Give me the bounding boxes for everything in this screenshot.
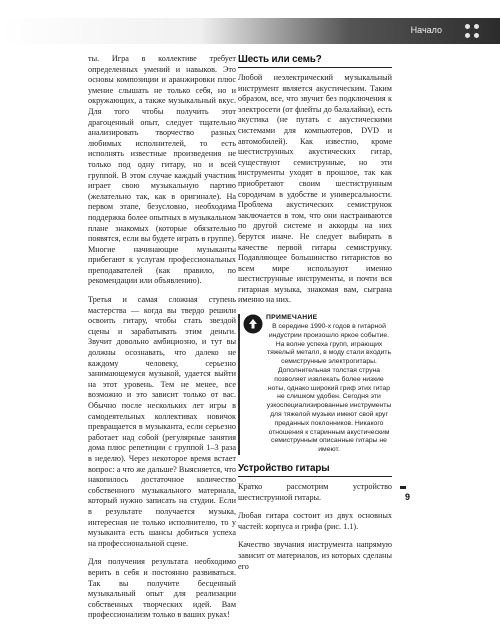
right-column bbox=[238, 54, 392, 580]
left-paragraph-2: Третья и самая сложная ступень мастерства — когда вы твердо решили освоить гитару, чтобы стать звездой сцены и зарабатывать этим деньги. Звучит довольно амбициозно, и тут вы должны осознавать, что далеко не каждому человеку, серьезно занимающемуся музыкой, удается выйти на этот уровень. Тем не менее, все возможно и это зависит только от вас. Обычно после нескольких лет игры в самодеятельных коллективах новичок превращается в музыканта, если серьезно работает над собой (регулярные занятия дома плюс репетиции с группой 1–3 раза в неделю). Через некоторое время встает вопрос: а что же дальше? Выясняется, что накопилось достаточное количество собственного музыкального материала, который нужно записать на студии. Если в результате получается музыка, интересная не только исполнителю, то у музыканта есть шансы добиться успеха на профессиональной сцене. bbox=[88, 295, 236, 548]
left-column bbox=[88, 54, 236, 629]
note-title: ПРИМЕЧАНИЕ bbox=[266, 314, 318, 322]
right-paragraph-3: Любая гитара состоит из двух основных частей: корпуса и грифа (рис. 1.1). bbox=[238, 511, 392, 531]
section-label: Начало bbox=[410, 25, 442, 35]
note-text: В середине 1990-х годов в гитарной индустрии произошло яркое событие. На волне успеха групп, играющих тяжелый металл, в моду стали входить семиструнные электрогитары. Дополнительная толстая струна позволяет извлекать более низкие ноты, однако широкий гриф этих гитар не слишком удобен. Сегодня эти узкоспециализированные инструменты для тяжелой музыки имеют свой круг преданных поклонников. Никакого отношения к старинным акустическим семиструнным описанные гитары не имеют. bbox=[266, 323, 392, 454]
grid-dots-icon bbox=[462, 21, 484, 43]
right-paragraph-1: Любой неэлектрический музыкальный инструмент является акустическим. Таким образом, все, что звучит без подключения к электросети (от флейты до балалайки), есть акустика (не путать с акустическими системами для компьютеров, DVD и автомобилей). Как известно, кроме шестиструнных акустических гитар, существуют семиструнные, но эти инструменты уходят в прошлое, так как приобретают своим шестиструнным сородичам в удобстве и универсальности. Проблема акустических семиструнок заключается в том, что они настраиваются по другой системе и аккорды на них берутся иначе. Не следует выбирать в качестве первой гитары семиструнку. Подавляющее большинство гитаристов во всем мире используют именно шестиструнные инструменты, и почти вся гитарная музыка, знакомая вам, сыграна именно на них. bbox=[238, 73, 392, 305]
page-number-mark bbox=[400, 486, 406, 489]
right-paragraph-2: Кратко рассмотрим устройство шестиструнной гитары. bbox=[238, 482, 392, 502]
note-box bbox=[238, 314, 392, 455]
right-paragraph-4: Качество звучания инструмента напрямую зависит от материалов, из которых сделаны его bbox=[238, 540, 392, 571]
page-number: 9 bbox=[404, 492, 410, 502]
note-arrow-icon bbox=[243, 314, 263, 334]
section-header-bar bbox=[0, 18, 500, 44]
left-paragraph-3: Для получения результата необходимо верить в себя и постоянно развиваться. Так вы получите бесценный музыкальный опыт для реализации собственных творческих идей. Вам профессионализм только в ваших руках! bbox=[88, 557, 236, 620]
heading-guitar-structure: Устройство гитары bbox=[238, 463, 392, 477]
left-paragraph-1: ты. Игра в коллективе требует определенных умений и навыков. Это основы композиции и аранжировки плюс умение слышать не только себя, но и окружающих, а также музыкальный вкус. Для того чтобы получить этот драгоценный опыт, следует тщательно анализировать творчество разных любимых исполнителей, то есть исполнять известные произведения не только под одну гитару, но и всей группой. В этом случае каждый участник играет свою музыкальную партию (желательно так, как в оригинале). На первом этапе, безусловно, необходима поддержка более опытных в музыкальном плане знакомых (которые обязательно появятся, если вы будете играть в группе). Многие начинающие музыканты прибегают к услугам профессиональных преподавателей (как правило, по рекомендации или объявлению). bbox=[88, 54, 236, 286]
heading-six-or-seven: Шесть или семь? bbox=[238, 54, 392, 68]
